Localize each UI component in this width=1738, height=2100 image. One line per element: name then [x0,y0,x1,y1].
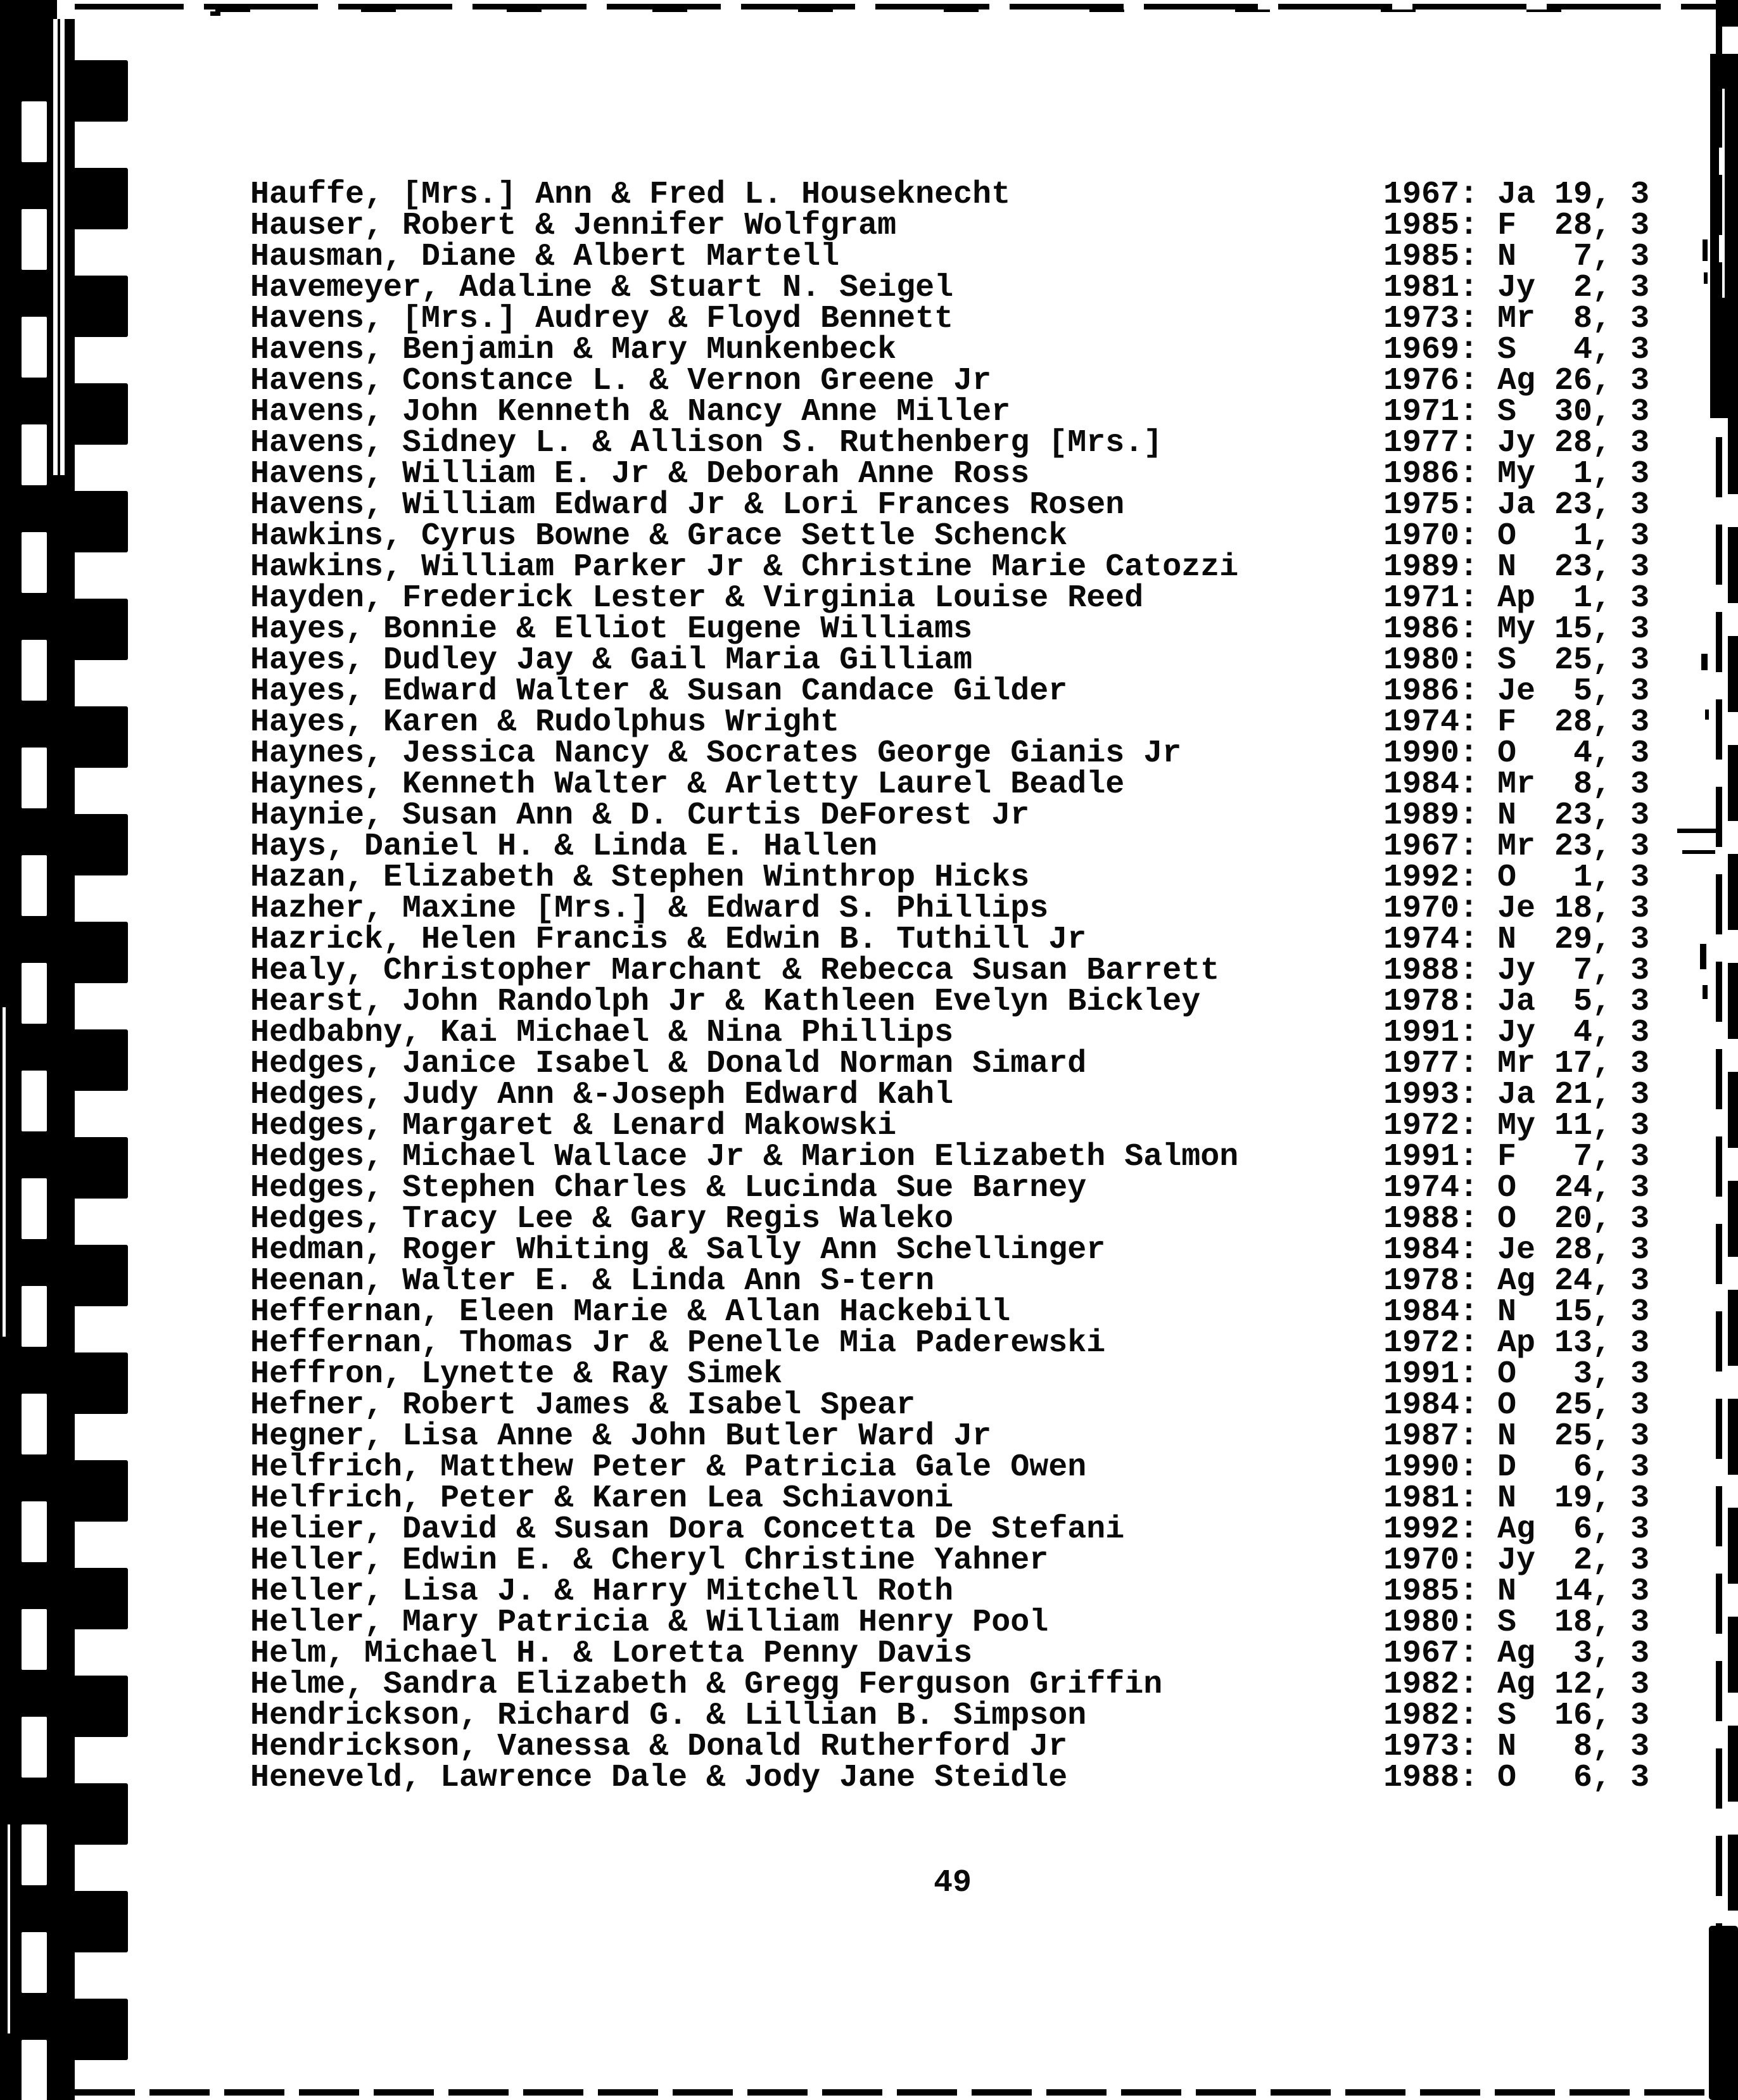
entry-name: Hendrickson, Richard G. & Lillian B. Simpson [250,1698,1087,1734]
binding-hole [22,855,47,916]
entry-name: Haynes, Jessica Nancy & Socrates George Gianis Jr [250,735,1182,772]
entry-name: Hendrickson, Vanessa & Donald Rutherford Jr [250,1729,1068,1765]
binding-hole [22,640,47,701]
entry-date: 1974: O 24, 3 [1383,1170,1650,1206]
index-entry-row [250,425,1650,461]
index-entry-row [250,891,1650,927]
scan-speck [1682,850,1715,854]
binding-hole [22,2040,47,2100]
entry-date: 1975: Ja 23, 3 [1383,487,1650,523]
entry-date: 1984: Je 28, 3 [1383,1232,1650,1268]
index-entry-row [250,984,1650,1020]
entry-name: Hayes, Edward Walter & Susan Candace Gilder [250,673,1068,710]
entry-date: 1967: Ja 19, 3 [1383,177,1650,213]
index-entry-row [250,1636,1650,1672]
binding-hole [22,1178,47,1239]
entry-date: 1969: S 4, 3 [1383,332,1650,368]
entry-name: Hausman, Diane & Albert Martell [250,239,840,275]
binding-tooth [72,1783,128,1845]
binding-hole [22,1286,47,1347]
top-right-corner-blot [1720,0,1738,27]
bottom-right-corner-blot [1709,1926,1738,2100]
entry-date: 1981: Jy 2, 3 [1383,270,1650,306]
entry-name: Hazan, Elizabeth & Stephen Winthrop Hicks [250,860,1030,896]
index-entry-row [250,1325,1650,1361]
index-entry-row [250,767,1650,803]
entry-name: Havens, Sidney L. & Allison S. Ruthenberg [Mrs.] [250,425,1163,461]
entry-date: 1981: N 19, 3 [1383,1480,1650,1517]
entry-name: Heller, Lisa J. & Harry Mitchell Roth [250,1574,954,1610]
index-entry-row [250,1108,1650,1144]
entry-name: Havens, [Mrs.] Audrey & Floyd Bennett [250,301,954,337]
binding-tooth [72,60,128,122]
entry-date: 1967: Ag 3, 3 [1383,1636,1650,1672]
index-entry-row [250,487,1650,523]
entry-date: 1988: O 20, 3 [1383,1201,1650,1237]
binding-tooth [72,814,128,875]
entry-date: 1986: My 15, 3 [1383,611,1650,647]
binding-hole [22,1609,47,1670]
entry-name: Hayes, Dudley Jay & Gail Maria Gilliam [250,642,973,678]
page-right-edge-blot [1710,54,1738,418]
index-entry-row [250,1729,1650,1765]
binding-tooth [72,1676,128,1737]
entry-date: 1978: Ag 24, 3 [1383,1263,1650,1299]
scan-speck [1704,272,1708,284]
scan-scratch [8,1824,10,2033]
index-entry-row [250,1263,1650,1299]
entry-date: 1972: My 11, 3 [1383,1108,1650,1144]
entry-date: 1988: Jy 7, 3 [1383,953,1650,989]
entry-date: 1991: O 3, 3 [1383,1356,1650,1392]
entry-name: Hegner, Lisa Anne & John Butler Ward Jr [250,1418,992,1454]
index-entry-row [250,208,1650,244]
entry-date: 1990: O 4, 3 [1383,735,1650,772]
entry-date: 1973: N 8, 3 [1383,1729,1650,1765]
entry-date: 1974: N 29, 3 [1383,922,1650,958]
entry-name: Hedges, Margaret & Lenard Makowski [250,1108,897,1144]
index-entry-row [250,1387,1650,1423]
entry-name: Haynie, Susan Ann & D. Curtis DeForest Jr [250,798,1030,834]
scan-speck [1703,239,1708,261]
entry-name: Havens, William E. Jr & Deborah Anne Ross [250,456,1030,492]
scan-speck [1677,829,1718,833]
entry-date: 1977: Mr 17, 3 [1383,1046,1650,1082]
entry-name: Heffernan, Eleen Marie & Allan Hackebill [250,1294,1011,1330]
entry-name: Havens, John Kenneth & Nancy Anne Miller [250,394,1011,430]
binding-tooth [72,491,128,552]
entry-date: 1971: Ap 1, 3 [1383,580,1650,616]
binding-hole [22,209,47,270]
index-entry-row [250,580,1650,616]
page-number: 49 [934,1865,972,1901]
entry-name: Hayes, Karen & Rudolphus Wright [250,704,840,741]
entry-date: 1982: S 16, 3 [1383,1698,1650,1734]
scan-scratch [3,1007,6,1337]
entry-name: Hawkins, William Parker Jr & Christine Marie Catozzi [250,549,1239,585]
binding-tooth [72,1245,128,1306]
entry-date: 1989: N 23, 3 [1383,798,1650,834]
index-entry-row [250,1170,1650,1206]
entry-name: Helme, Sandra Elizabeth & Gregg Ferguson Griffin [250,1667,1163,1703]
index-entry-row [250,1449,1650,1486]
entry-date: 1970: O 1, 3 [1383,518,1650,554]
index-entry-row [250,332,1650,368]
binding-hole [22,1717,47,1778]
index-entry-row [250,1760,1650,1796]
scan-speck [1703,985,1708,999]
entry-date: 1980: S 18, 3 [1383,1605,1650,1641]
entry-date: 1992: Ag 6, 3 [1383,1511,1650,1548]
binding-tooth [72,599,128,660]
index-entry-row [250,1232,1650,1268]
entry-date: 1984: N 15, 3 [1383,1294,1650,1330]
entry-name: Hauffe, [Mrs.] Ann & Fred L. Houseknecht [250,177,1011,213]
binding-hole [22,1071,47,1131]
entry-date: 1987: N 25, 3 [1383,1418,1650,1454]
index-entry-row [250,1077,1650,1113]
scan-speck [210,11,220,16]
index-entry-row [250,549,1650,585]
page-top-edge-line-2 [215,10,1609,12]
entry-name: Hauser, Robert & Jennifer Wolfgram [250,208,897,244]
entry-date: 1980: S 25, 3 [1383,642,1650,678]
entry-date: 1985: N 7, 3 [1383,239,1650,275]
entry-date: 1973: Mr 8, 3 [1383,301,1650,337]
index-entry-row [250,735,1650,772]
entry-date: 1971: S 30, 3 [1383,394,1650,430]
entry-name: Heller, Edwin E. & Cheryl Christine Yahner [250,1543,1049,1579]
entry-name: Heenan, Walter E. & Linda Ann S-tern [250,1263,935,1299]
entry-name: Hearst, John Randolph Jr & Kathleen Evelyn Bickley [250,984,1201,1020]
binding-hole [22,1932,47,1993]
entry-date: 1974: F 28, 3 [1383,704,1650,741]
binding-tooth [72,383,128,445]
page-top-edge-line [70,4,1738,10]
entry-date: 1978: Ja 5, 3 [1383,984,1650,1020]
entry-date: 1977: Jy 28, 3 [1383,425,1650,461]
index-entry-row [250,177,1650,213]
scan-scratch [57,0,75,19]
binding-hole [22,1394,47,1454]
page-right-edge-line [1716,0,1722,2100]
entry-name: Heneveld, Lawrence Dale & Jody Jane Steidle [250,1760,1068,1796]
binding-hole [22,101,47,162]
entry-date: 1984: O 25, 3 [1383,1387,1650,1423]
index-entry-row [250,1418,1650,1454]
index-entry-row [250,1201,1650,1237]
entry-date: 1992: O 1, 3 [1383,860,1650,896]
entry-name: Hedbabny, Kai Michael & Nina Phillips [250,1015,954,1051]
binding-tooth [72,1460,128,1522]
index-entry-row [250,270,1650,306]
entry-date: 1991: Jy 4, 3 [1383,1015,1650,1051]
binding-tooth [72,1999,128,2060]
index-entry-row [250,301,1650,337]
index-entry-row [250,239,1650,275]
entry-date: 1989: N 23, 3 [1383,549,1650,585]
entry-date: 1993: Ja 21, 3 [1383,1077,1650,1113]
entry-date: 1991: F 7, 3 [1383,1139,1650,1175]
index-entry-row [250,1574,1650,1610]
index-entry-row [250,1015,1650,1051]
index-entry-row [250,860,1650,896]
binding-tooth [72,1352,128,1414]
entry-name: Heffernan, Thomas Jr & Penelle Mia Paderewski [250,1325,1106,1361]
entry-name: Havemeyer, Adaline & Stuart N. Seigel [250,270,954,306]
entry-name: Hedges, Michael Wallace Jr & Marion Elizabeth Salmon [250,1139,1239,1175]
binding-hole [22,1501,47,1562]
binding-tooth [72,168,128,229]
entry-date: 1985: F 28, 3 [1383,208,1650,244]
binding-hole [22,1824,47,1885]
entry-name: Hazrick, Helen Francis & Edwin B. Tuthill Jr [250,922,1087,958]
binding-tooth [72,706,128,768]
scan-scratch [58,19,60,475]
entry-name: Hedges, Judy Ann &-Joseph Edward Kahl [250,1077,954,1113]
index-entry-row [250,829,1650,865]
entry-name: Hayden, Frederick Lester & Virginia Louise Reed [250,580,1144,616]
index-entry-row [250,611,1650,647]
entry-date: 1972: Ap 13, 3 [1383,1325,1650,1361]
entry-name: Havens, Benjamin & Mary Munkenbeck [250,332,897,368]
entry-date: 1984: Mr 8, 3 [1383,767,1650,803]
entry-date: 1970: Jy 2, 3 [1383,1543,1650,1579]
index-entry-row [250,673,1650,710]
entry-name: Haynes, Kenneth Walter & Arletty Laurel Beadle [250,767,1125,803]
binding-hole [22,963,47,1024]
entry-date: 1976: Ag 26, 3 [1383,363,1650,399]
entry-name: Hawkins, Cyrus Bowne & Grace Settle Schenck [250,518,1068,554]
index-entry-row [250,1356,1650,1392]
entry-name: Healy, Christopher Marchant & Rebecca Susan Barrett [250,953,1220,989]
binding-tooth [72,1891,128,1952]
index-entry-row [250,1543,1650,1579]
entry-name: Hays, Daniel H. & Linda E. Hallen [250,829,878,865]
entry-date: 1990: D 6, 3 [1383,1449,1650,1486]
binding-hole [22,317,47,378]
binding-tooth [72,1029,128,1091]
index-entry-row [250,1139,1650,1175]
entry-name: Hefner, Robert James & Isabel Spear [250,1387,916,1423]
binding-hole [22,532,47,593]
page-bottom-edge-line [0,2089,1738,2096]
index-entry-row [250,1605,1650,1641]
entry-name: Hedges, Janice Isabel & Donald Norman Simard [250,1046,1087,1082]
index-entry-row [250,953,1650,989]
entry-name: Hazher, Maxine [Mrs.] & Edward S. Phillips [250,891,1049,927]
entry-date: 1985: N 14, 3 [1383,1574,1650,1610]
index-entry-row [250,518,1650,554]
scan-speck [1701,654,1708,670]
binding-hole [22,748,47,808]
entry-name: Helier, David & Susan Dora Concetta De Stefani [250,1511,1125,1548]
scan-speck [1705,710,1709,720]
index-entry-row [250,798,1650,834]
index-entry-row [250,642,1650,678]
binding-tooth [72,922,128,983]
entry-date: 1967: Mr 23, 3 [1383,829,1650,865]
index-entry-row [250,456,1650,492]
entry-name: Havens, Constance L. & Vernon Greene Jr [250,363,992,399]
entry-name: Hedges, Tracy Lee & Gary Regis Waleko [250,1201,954,1237]
binding-hole [22,424,47,485]
entry-name: Hayes, Bonnie & Elliot Eugene Williams [250,611,973,647]
index-entry-row [250,922,1650,958]
entry-date: 1986: My 1, 3 [1383,456,1650,492]
index-entry-row [250,1667,1650,1703]
entry-name: Helfrich, Peter & Karen Lea Schiavoni [250,1480,954,1517]
entry-name: Havens, William Edward Jr & Lori Frances Rosen [250,487,1125,523]
entry-date: 1986: Je 5, 3 [1383,673,1650,710]
entry-date: 1982: Ag 12, 3 [1383,1667,1650,1703]
entry-name: Helfrich, Matthew Peter & Patricia Gale Owen [250,1449,1087,1486]
index-entry-row [250,1698,1650,1734]
index-entry-row [250,1480,1650,1517]
binding-tooth [72,1137,128,1199]
index-entry-row [250,1046,1650,1082]
scan-speck [1700,944,1706,969]
index-entry-row [250,394,1650,430]
entry-list [250,177,1650,1796]
page-right-edge-strip [1728,418,1738,2100]
entry-date: 1988: O 6, 3 [1383,1760,1650,1796]
index-entry-row [250,704,1650,741]
entry-date: 1970: Je 18, 3 [1383,891,1650,927]
entry-name: Hedges, Stephen Charles & Lucinda Sue Barney [250,1170,1087,1206]
index-entry-row [250,363,1650,399]
entry-name: Helm, Michael H. & Loretta Penny Davis [250,1636,973,1672]
binding-tooth [72,1568,128,1629]
binding-tooth [72,276,128,337]
entry-name: Heffron, Lynette & Ray Simek [250,1356,783,1392]
index-entry-row [250,1511,1650,1548]
entry-name: Hedman, Roger Whiting & Sally Ann Schellinger [250,1232,1106,1268]
entry-name: Heller, Mary Patricia & William Henry Pool [250,1605,1049,1641]
index-entry-row [250,1294,1650,1330]
